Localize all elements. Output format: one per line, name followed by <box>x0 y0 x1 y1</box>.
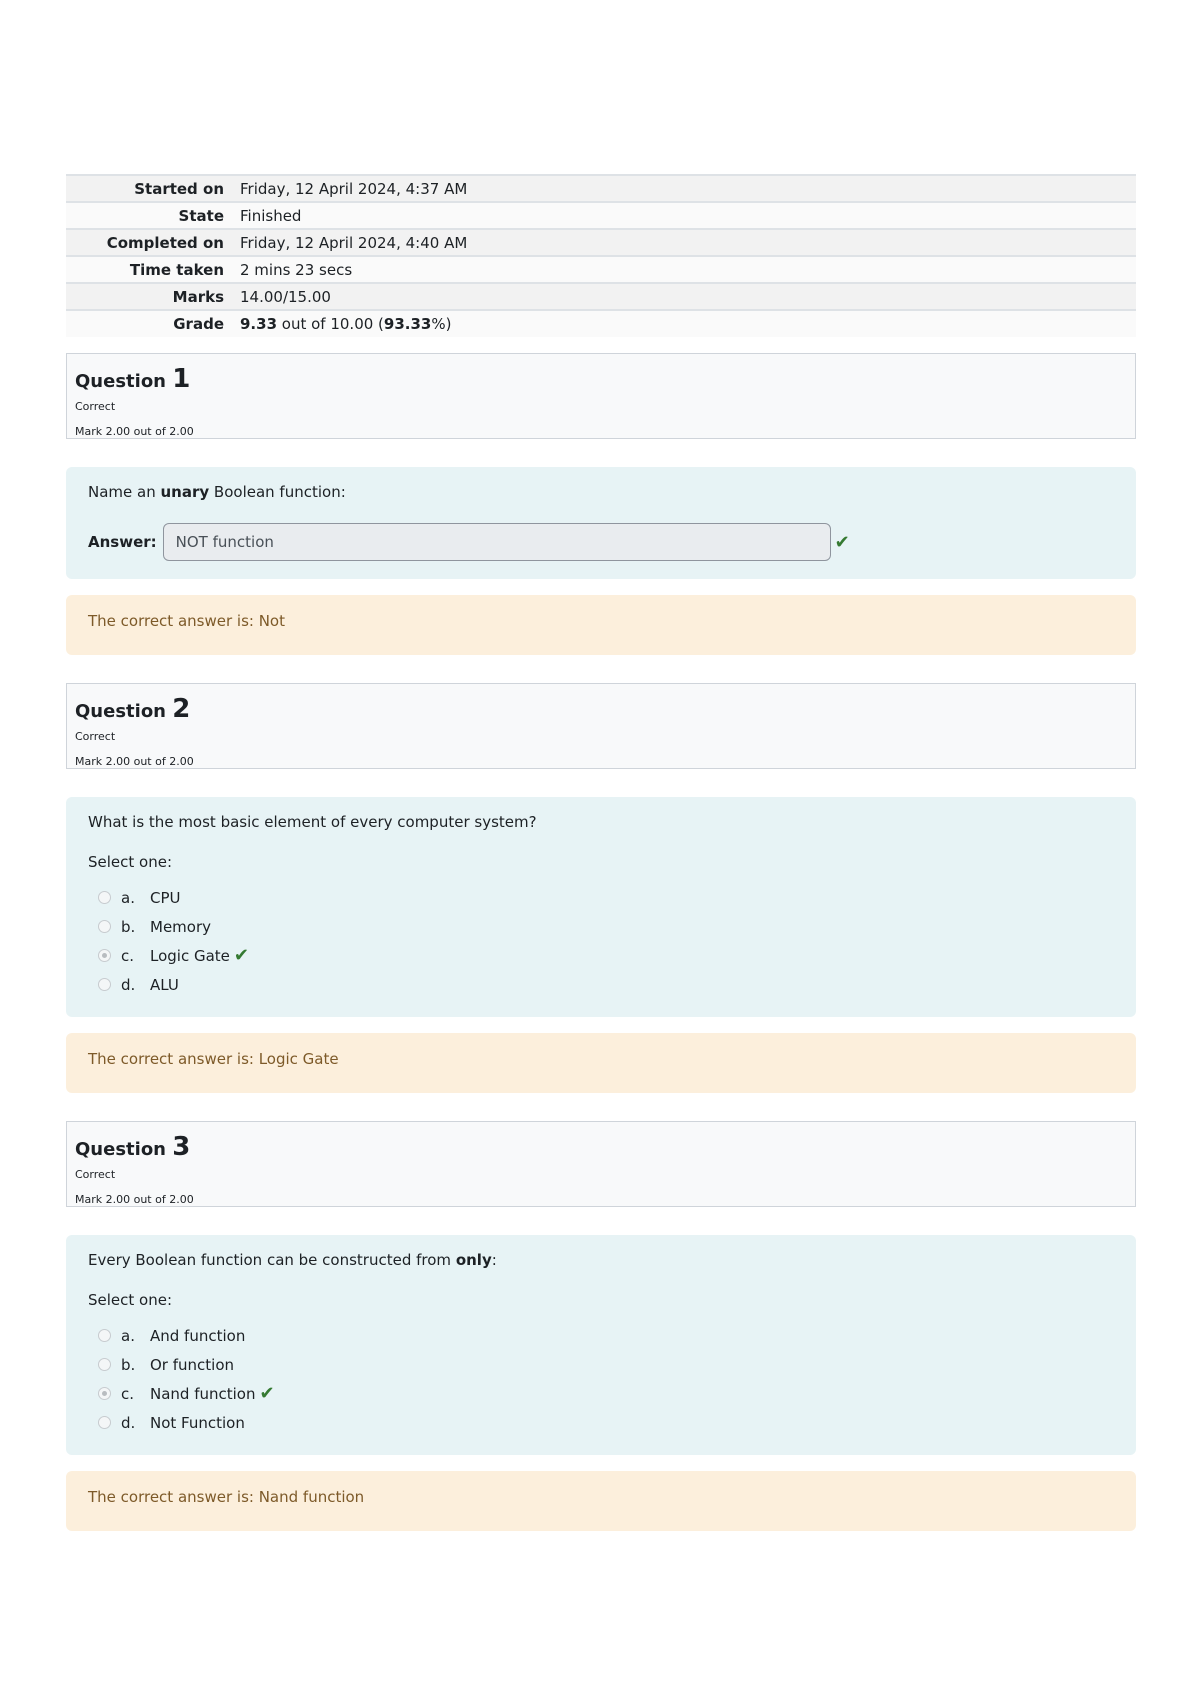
question-grade: Mark 2.00 out of 2.00 <box>75 1193 194 1206</box>
summary-label: State <box>66 202 234 229</box>
answer-option[interactable] <box>88 1408 1114 1437</box>
summary-value: Friday, 12 April 2024, 4:40 AM <box>234 229 1136 256</box>
grade-value <box>234 310 1136 337</box>
grade-percent: 93.33 <box>383 315 432 333</box>
question-info <box>66 683 1136 769</box>
radio-button[interactable] <box>98 978 111 991</box>
option-letter: c. <box>121 946 135 965</box>
option-letter: b. <box>121 917 136 936</box>
select-prompt: Select one: <box>88 853 173 871</box>
question-text: What is the most basic element of every computer system? <box>88 813 537 831</box>
option-label: Memory <box>150 917 212 936</box>
radio-button[interactable] <box>98 1387 111 1400</box>
radio-button[interactable] <box>98 1358 111 1371</box>
question-title <box>75 1132 1127 1162</box>
question-text-part: Every Boolean function can be constructed from <box>88 1251 456 1269</box>
question-number: 3 <box>172 1132 191 1162</box>
summary-value: 14.00/15.00 <box>234 283 1136 310</box>
summary-row <box>66 202 1136 229</box>
question-state: Correct <box>75 400 116 413</box>
summary-row <box>66 310 1136 337</box>
summary-value: Friday, 12 April 2024, 4:37 AM <box>234 175 1136 202</box>
question-text <box>88 1251 1114 1269</box>
question-number: 2 <box>172 694 191 724</box>
radio-button[interactable] <box>98 949 111 962</box>
correct-answer-feedback: The correct answer is: Logic Gate <box>66 1033 1136 1093</box>
option-letter: a. <box>121 888 135 907</box>
summary-row <box>66 229 1136 256</box>
grade-text-end: %) <box>431 315 452 333</box>
summary-value: Finished <box>234 202 1136 229</box>
question-text-bold: only <box>455 1251 492 1269</box>
question-info <box>66 1121 1136 1207</box>
answer-option[interactable] <box>88 912 1114 941</box>
option-label: Not Function <box>150 1413 245 1432</box>
summary-label: Marks <box>66 283 234 310</box>
answer-option[interactable] <box>88 883 1114 912</box>
question-text-part: Boolean function: <box>209 483 346 501</box>
answer-row <box>88 523 1114 561</box>
option-label: ALU <box>150 975 179 994</box>
answer-option[interactable] <box>88 1379 1114 1408</box>
radio-button[interactable] <box>98 920 111 933</box>
question-label: Question <box>75 701 166 722</box>
option-label: CPU <box>150 888 181 907</box>
option-label: Or function <box>150 1355 235 1374</box>
summary-row <box>66 283 1136 310</box>
answer-option[interactable] <box>88 970 1114 999</box>
question-text-bold: unary <box>160 483 210 501</box>
question-number: 1 <box>172 364 191 394</box>
question-label: Question <box>75 1139 166 1160</box>
summary-label: Grade <box>66 310 234 337</box>
option-letter: c. <box>121 1384 135 1403</box>
question-formulation <box>66 467 1136 579</box>
answer-option[interactable] <box>88 1321 1114 1350</box>
option-letter: d. <box>121 1413 136 1432</box>
question-text-part: : <box>491 1251 497 1269</box>
question-text <box>88 483 1114 501</box>
option-letter: d. <box>121 975 136 994</box>
question-formulation <box>66 1235 1136 1455</box>
question-grade: Mark 2.00 out of 2.00 <box>75 425 194 438</box>
summary-label: Completed on <box>66 229 234 256</box>
question-grade: Mark 2.00 out of 2.00 <box>75 755 194 768</box>
question-label: Question <box>75 371 166 392</box>
question-title <box>75 694 1127 724</box>
radio-button[interactable] <box>98 1329 111 1342</box>
answer-label: Answer: <box>88 533 157 551</box>
summary-row <box>66 256 1136 283</box>
option-label: And function <box>150 1326 246 1345</box>
grade-score: 9.33 <box>240 315 278 333</box>
question-text-part: Name an <box>88 483 161 501</box>
question-info <box>66 353 1136 439</box>
summary-label: Time taken <box>66 256 234 283</box>
quiz-review-page <box>66 174 1136 1531</box>
correct-answer-feedback: The correct answer is: Not <box>66 595 1136 655</box>
question-title <box>75 364 1127 394</box>
summary-label: Started on <box>66 175 234 202</box>
option-label: Logic Gate <box>150 946 230 965</box>
grade-text: out of 10.00 ( <box>277 315 384 333</box>
check-icon: ✔ <box>259 1383 275 1404</box>
question-state: Correct <box>75 1168 116 1181</box>
question-state: Correct <box>75 730 116 743</box>
summary-row <box>66 175 1136 202</box>
option-label: Nand function <box>150 1384 256 1403</box>
correct-answer-feedback: The correct answer is: Nand function <box>66 1471 1136 1531</box>
summary-value: 2 mins 23 secs <box>234 256 1136 283</box>
attempt-summary-table <box>66 174 1136 337</box>
option-letter: a. <box>121 1326 135 1345</box>
question-formulation <box>66 797 1136 1017</box>
check-icon: ✔ <box>834 531 850 553</box>
radio-button[interactable] <box>98 891 111 904</box>
answer-option[interactable] <box>88 1350 1114 1379</box>
option-letter: b. <box>121 1355 136 1374</box>
select-prompt: Select one: <box>88 1291 173 1309</box>
radio-button[interactable] <box>98 1416 111 1429</box>
answer-option[interactable] <box>88 941 1114 970</box>
answer-input[interactable] <box>163 523 831 561</box>
check-icon: ✔ <box>233 945 249 966</box>
